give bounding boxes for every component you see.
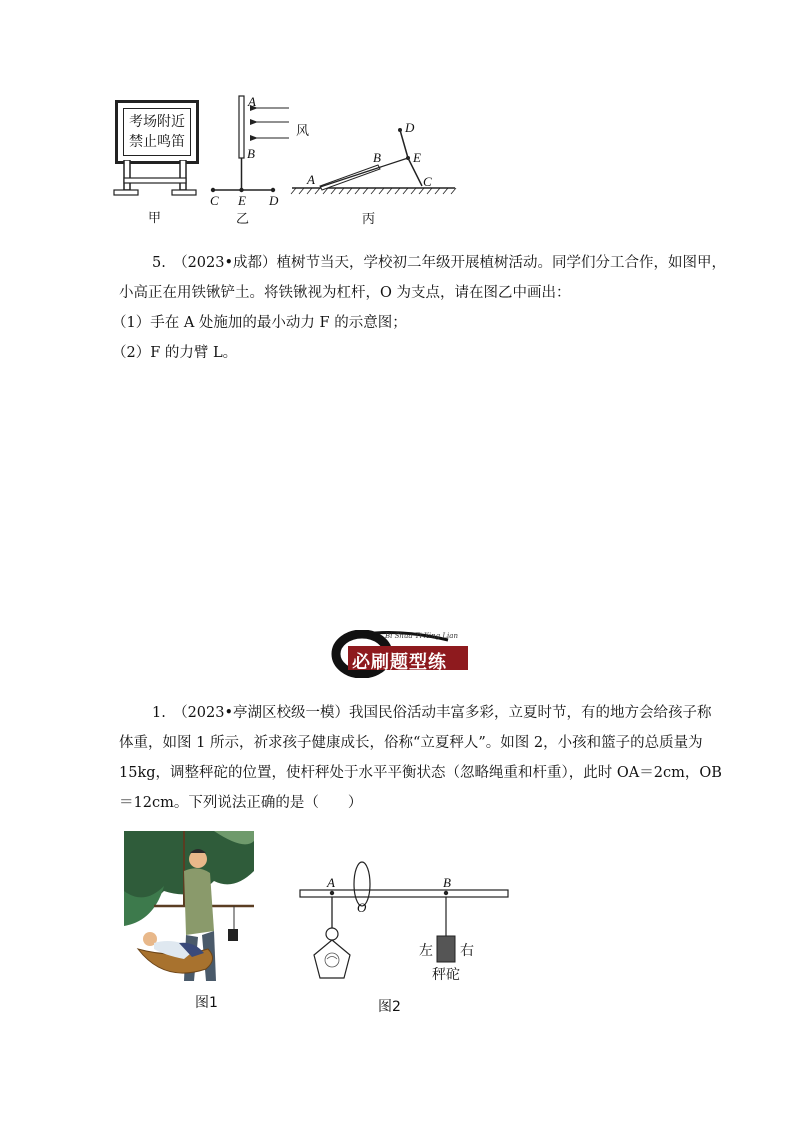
weight-left-label: 左 — [419, 943, 433, 959]
sign-line-2: 禁止鸣笛 — [129, 134, 185, 150]
label-yi-b: B — [247, 146, 255, 161]
label-yi-a: A — [248, 94, 256, 109]
banner-title: 必刷题型练 — [352, 652, 447, 673]
label-bing-b: B — [373, 150, 381, 165]
weight-right-label: 右 — [460, 943, 474, 959]
figure-1-illustration — [124, 831, 254, 986]
caption-bing: 丙 — [362, 212, 376, 227]
q5-line-3: （1）手在 A 处施加的最小动力 F 的示意图； — [112, 315, 407, 331]
sign-board — [115, 100, 199, 164]
q1-line-2: 体重，如图 1 所示，祈求孩子健康成长，俗称“立夏秤人”。如图 2，小孩和篮子的总质量为 — [119, 735, 703, 751]
q5-line-1: 5. （2023•成都）植树节当天，学校初二年级开展植树活动。同学们分工合作，如图甲， — [152, 255, 727, 271]
label-fig2-b: B — [443, 875, 451, 890]
label-fig2-o: O — [357, 900, 367, 915]
caption-yi: 乙 — [236, 212, 250, 227]
caption-jia: 甲 — [148, 211, 162, 226]
label-fig2-a: A — [327, 875, 335, 890]
q5-line-2: 小高正在用铁锹铲土。将铁锹视为杠杆，O 为支点，请在图乙中画出： — [119, 285, 571, 301]
sign-line-1: 考场附近 — [129, 114, 185, 130]
label-yi-e: E — [238, 193, 246, 208]
weight-label: 秤砣 — [432, 967, 460, 983]
figure-2-caption: 图2 — [378, 999, 401, 1015]
label-bing-d: D — [405, 120, 415, 135]
q1-line-4: ＝12cm。下列说法正确的是（ ） — [119, 795, 363, 811]
label-yi-c: C — [210, 193, 219, 208]
banner-script: Bi Shua Ti Xing Lian — [385, 632, 458, 640]
sign-stand — [100, 160, 210, 200]
q1-line-1: 1. （2023•亭湖区校级一模）我国民俗活动丰富多彩，立夏时节，有的地方会给孩子称 — [152, 705, 712, 721]
sign-text — [123, 108, 191, 156]
label-yi-d: D — [269, 193, 279, 208]
q1-line-3: 15kg，调整秤砣的位置，使杆秤处于水平平衡状态（忽略绳重和杆重），此时 OA＝2cm，OB — [119, 765, 722, 781]
label-bing-a: A — [307, 172, 315, 187]
label-bing-e: E — [413, 150, 421, 165]
figure-1-caption: 图1 — [195, 995, 218, 1011]
label-bing-c: C — [423, 174, 432, 189]
q5-line-4: （2）F 的力臂 L。 — [112, 345, 238, 361]
wind-label: 风 — [296, 124, 310, 139]
